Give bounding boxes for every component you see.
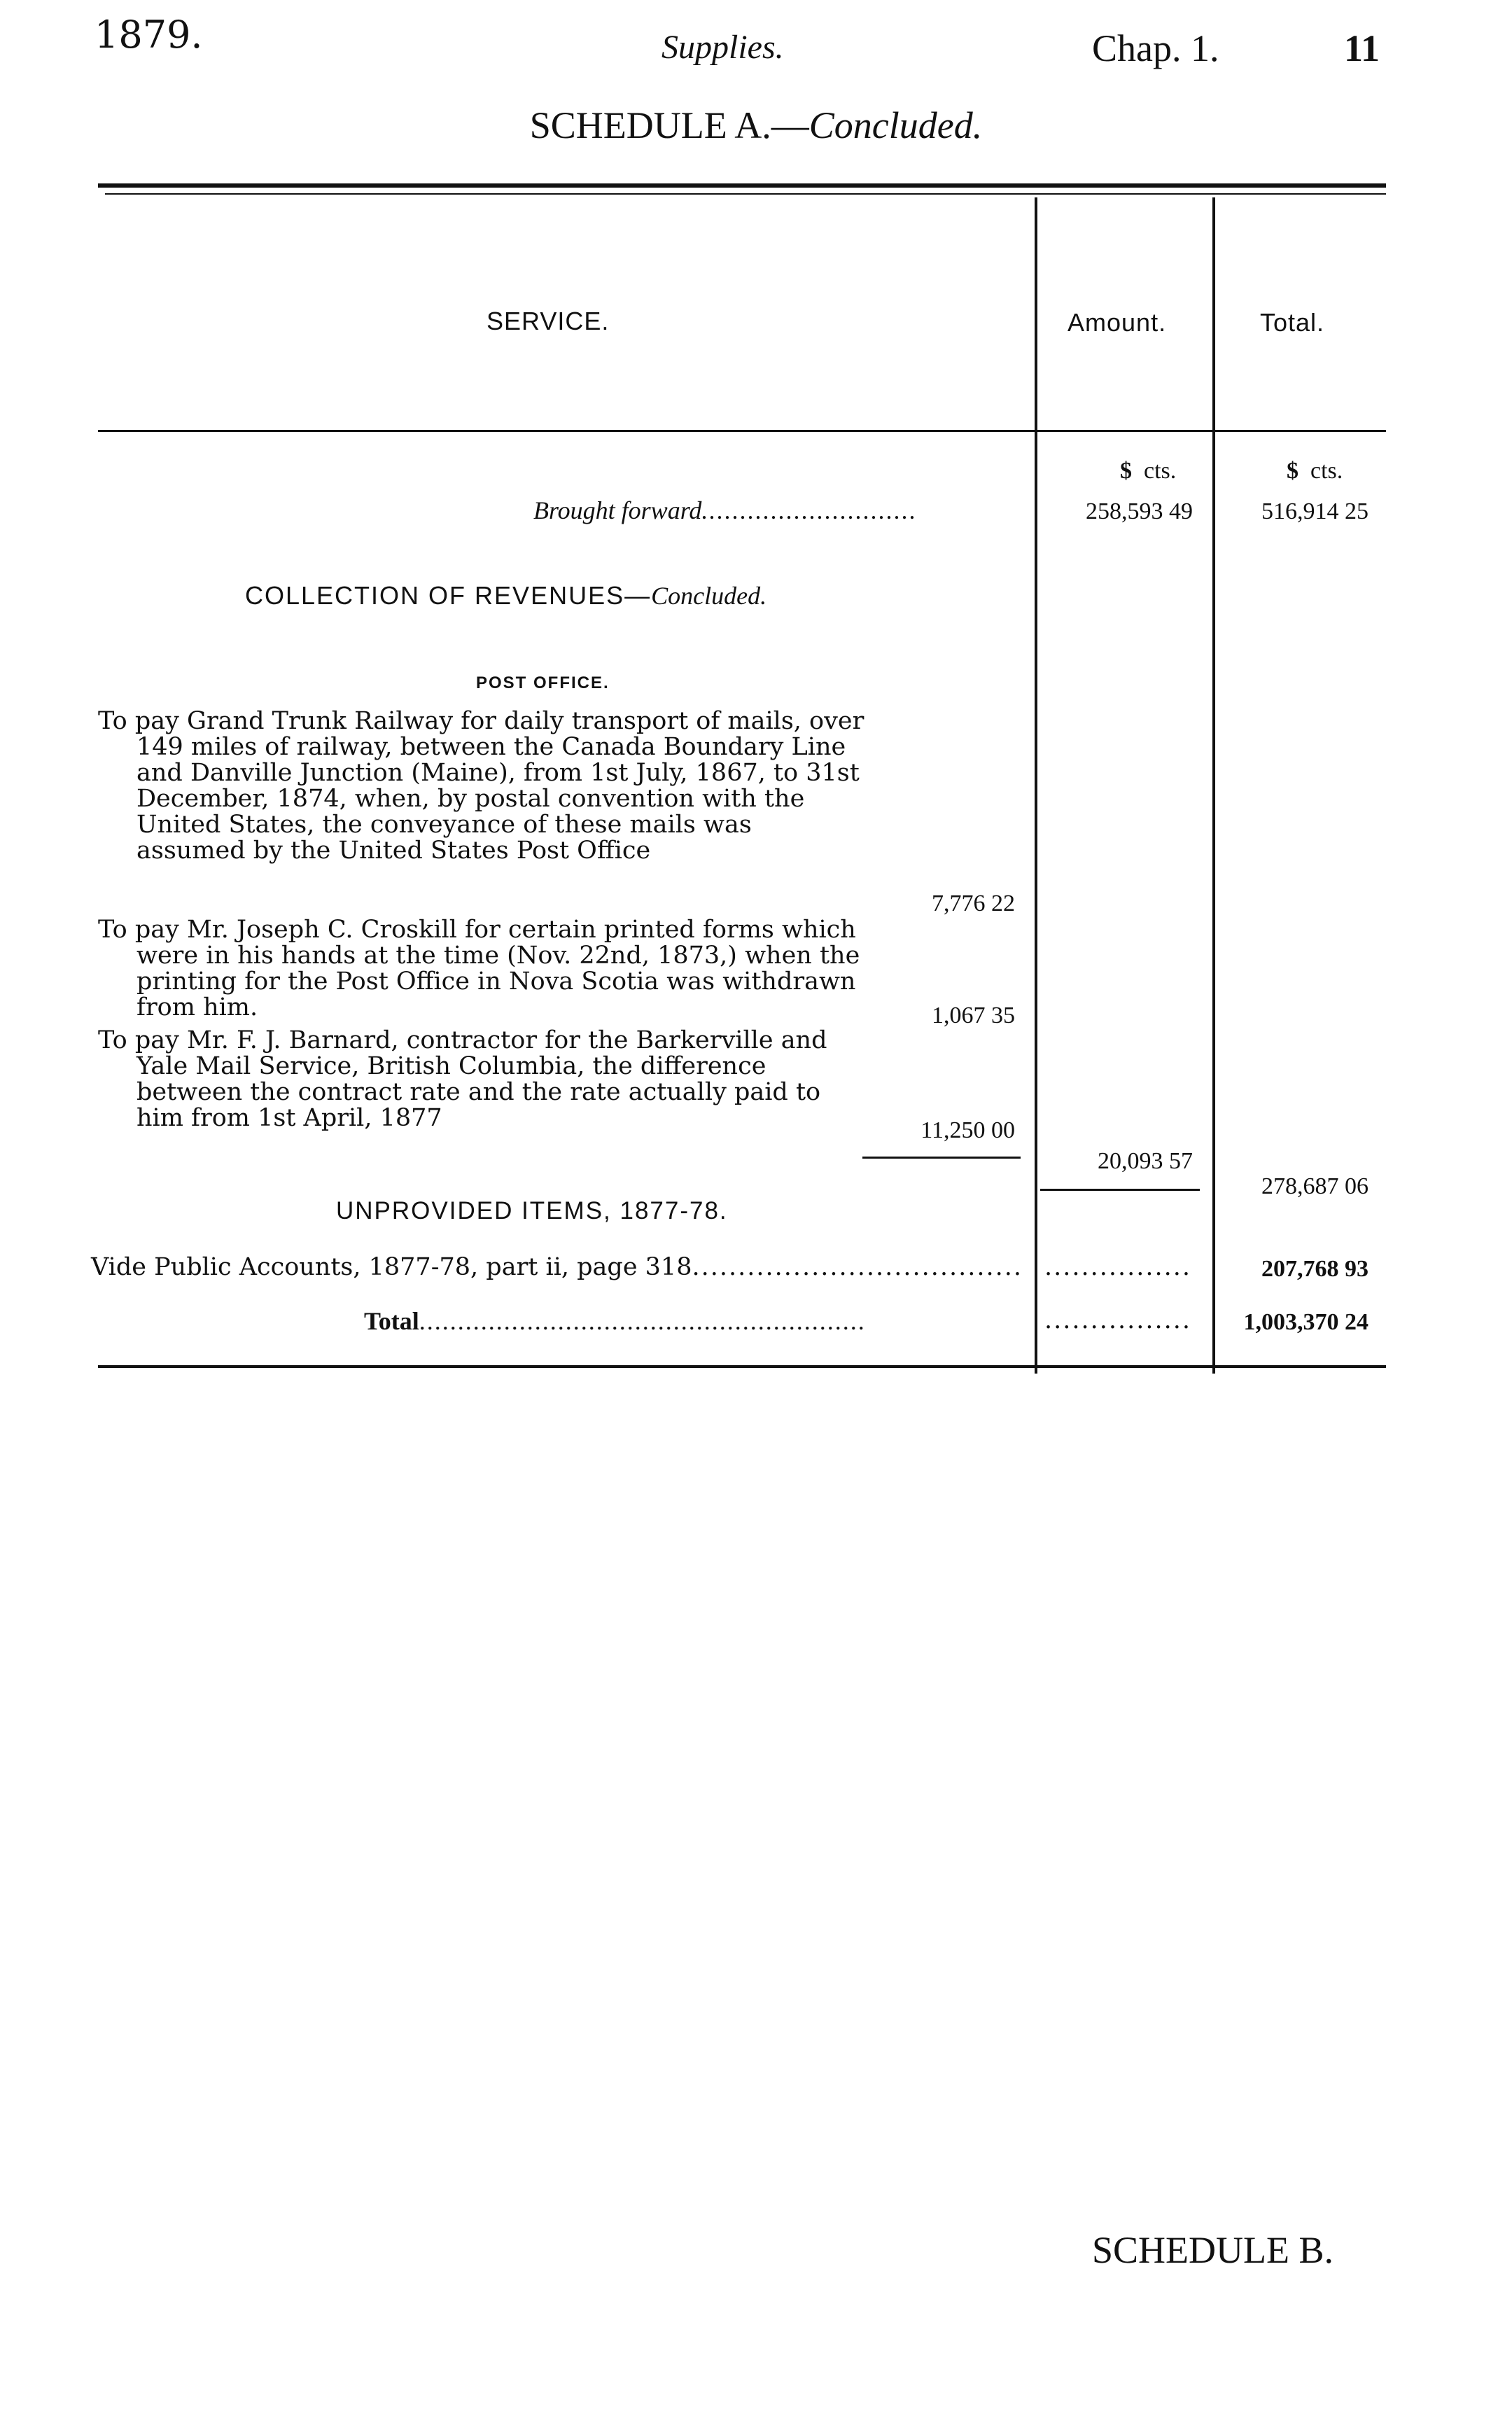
item-grand-trunk [98, 708, 868, 864]
total-currency-unit [1287, 458, 1343, 484]
amount-currency-unit [1120, 458, 1176, 484]
brought-forward-label: Brought forward............................ [533, 496, 918, 524]
item-grand-trunk-value: 7,776 22 [932, 891, 1015, 916]
collection-subtotal-total: 278,687 06 [1261, 1173, 1368, 1199]
service-column-header: SERVICE. [486, 307, 610, 335]
chapter-label: Chap. 1. [1092, 27, 1219, 69]
schedule-title-qualifier: Concluded. [808, 104, 983, 146]
unprovided-total: 207,768 93 [1261, 1256, 1368, 1282]
grand-total-label: Total [364, 1307, 419, 1335]
item-croskill-value: 1,067 35 [932, 1003, 1015, 1028]
collection-heading-qualifier: Concluded. [651, 582, 767, 610]
items-sum-rule [862, 1157, 1021, 1159]
total-column-divider [1212, 197, 1215, 1374]
header-rule [98, 430, 1386, 432]
unprovided-amount-dots: ................ [1044, 1253, 1192, 1281]
total-dollar-sign: $ [1287, 458, 1298, 484]
collection-heading-text: COLLECTION OF REVENUES— [245, 581, 652, 610]
unprovided-heading: UNPROVIDED ITEMS, 1877-78. [336, 1197, 728, 1224]
total-column-header: Total. [1260, 308, 1325, 337]
item-grand-trunk-text: To pay Grand Trunk Railway for daily transport of mails, over 149 miles of railway, between the Canada Boundary Line and Danville Junction (Maine), from 1st July, 1867, to 31st December, 1874, when, by postal convention with the United States, the conveyance of these mails was assumed by the United States Post Office [98, 707, 864, 865]
collection-heading [245, 581, 766, 610]
collection-subtotal-amount: 20,093 57 [1098, 1148, 1193, 1174]
brought-forward-amount: 258,593 49 [1086, 498, 1193, 524]
item-barnard-text: To pay Mr. F. J. Barnard, contractor for the Barkerville and Yale Mail Service, British Columbia, the difference between the contract rate and the rate actually paid to him from 1st April, 1877 [98, 1026, 827, 1132]
brought-forward-total: 516,914 25 [1261, 498, 1368, 524]
item-barnard-value: 11,250 00 [920, 1117, 1015, 1143]
item-barnard [98, 1028, 868, 1131]
next-schedule-catchword: SCHEDULE B. [1092, 2229, 1334, 2271]
page-number: 11 [1344, 27, 1380, 69]
amount-cents-label: cts. [1144, 458, 1177, 484]
top-rule-thick [98, 183, 1386, 188]
unprovided-line: Vide Public Accounts, 1877-78, part ii, page 318.................................... [91, 1253, 1023, 1281]
amount-dollar-sign: $ [1120, 458, 1132, 484]
item-croskill-text: To pay Mr. Joseph C. Croskill for certain printed forms which were in his hands at the time (Nov. 22nd, 1873,) when the printing for the Post Office in Nova Scotia was withdrawn from him. [98, 916, 860, 1021]
amount-sum-rule [1040, 1189, 1200, 1191]
page-year: 1879. [94, 13, 203, 57]
running-title: Supplies. [662, 29, 784, 66]
brought-forward-text: Brought forward [533, 496, 702, 524]
post-office-subheading: POST OFFICE. [476, 673, 610, 692]
amount-column-header: Amount. [1068, 308, 1167, 337]
top-rule-thin [105, 193, 1386, 195]
bottom-rule [98, 1365, 1386, 1368]
schedule-title-main: SCHEDULE A.— [529, 104, 809, 146]
grand-total-line: Total.......................................................... [364, 1307, 866, 1335]
grand-total-value: 1,003,370 24 [1243, 1309, 1368, 1335]
item-croskill [98, 917, 868, 1021]
unprovided-text: Vide Public Accounts, 1877-78, part ii, page 318 [91, 1253, 692, 1281]
grand-total-amount-dots: ................ [1044, 1306, 1192, 1334]
schedule-title [0, 104, 1512, 147]
amount-column-divider [1035, 197, 1037, 1374]
total-cents-label: cts. [1310, 458, 1343, 484]
